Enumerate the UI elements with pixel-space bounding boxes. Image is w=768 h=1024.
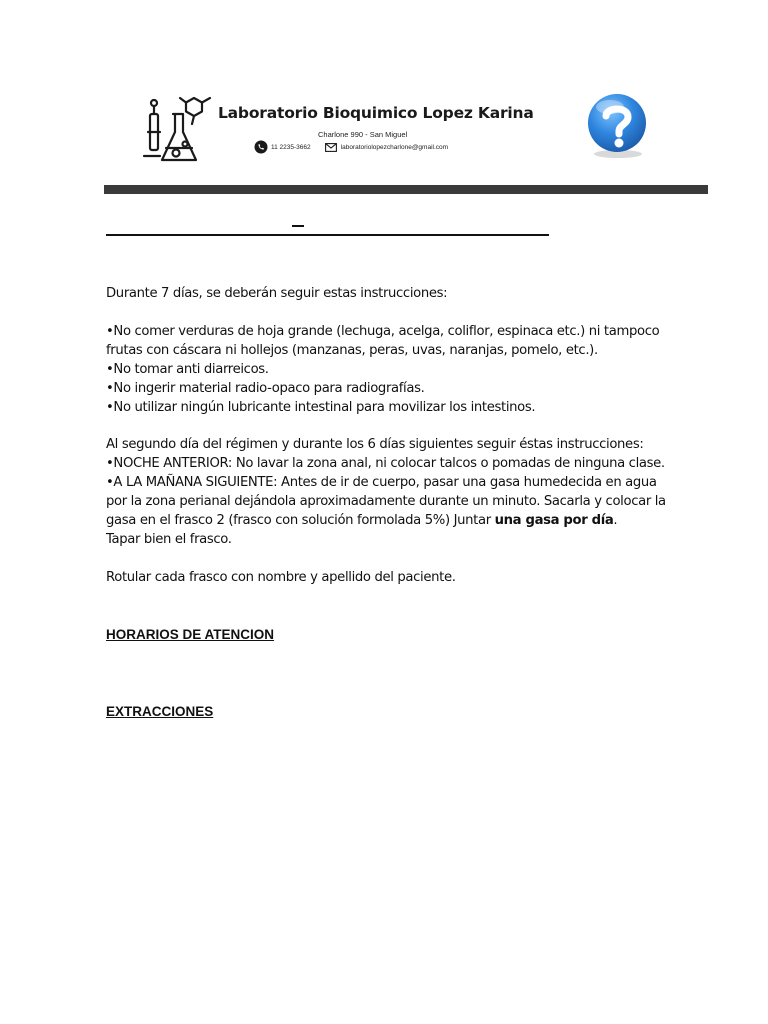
phone-number: 11 2235-3662 [271, 143, 311, 151]
second-day-text: Al segundo día del régimen y durante los 6 días siguientes seguir éstas instrucciones: [106, 437, 644, 452]
night-before-text: •NOCHE ANTERIOR: No lavar la zona anal, ni colocar talcos o pomadas de ninguna clase. [106, 456, 665, 471]
extractions-heading: EXTRACCIONES [106, 704, 214, 719]
next-morning-paragraph [106, 473, 676, 530]
rule-item: •No ingerir material radio-opaco para radiografías. [106, 380, 425, 396]
email-address: laboratoriolopezcharlone@gmail.com [340, 143, 449, 151]
envelope-icon [325, 143, 337, 152]
whatsapp-icon [254, 140, 268, 154]
lab-name: Laboratorio Bioquimico Lopez Karina [218, 104, 534, 122]
next-morning-text: •A LA MAÑANA SIGUIENTE: Antes de ir de cuerpo, pasar una gasa humedecida en agua por la zona perianal dejándola aproximadamente durante un minuto. Sacarla y colocar la gasa en el frasco 2 (frasco con solución formolada 5%) Juntar [106, 475, 666, 528]
rule-item: •No tomar anti diarreicos. [106, 361, 269, 377]
contact-row [254, 140, 448, 154]
rule-item: •No comer verduras de hoja grande (lechuga, acelga, coliflor, espinaca etc.) ni tampoco frutas con cáscara ni hollejos (manzanas, peras, uvas, naranjas, pomelo, etc.). [106, 323, 660, 358]
letterhead [140, 90, 534, 170]
header-divider [104, 185, 708, 194]
rule-item: •No utilizar ningún lubricante intestinal para movilizar los intestinos. [106, 399, 536, 415]
instructions-body [106, 284, 676, 587]
title-underline [106, 234, 549, 236]
title-dash [292, 225, 304, 227]
question-mark-icon [585, 92, 649, 160]
label-jars-text: Rotular cada frasco con nombre y apellido del paciente. [106, 569, 456, 585]
close-jar-text: Tapar bien el frasco. [106, 532, 232, 547]
intro-text: Durante 7 días, se deberán seguir estas instrucciones: [106, 286, 448, 301]
next-morning-end: . [613, 513, 618, 528]
hours-heading: HORARIOS DE ATENCION [106, 627, 275, 642]
next-morning-emphasis: una gasa por día [494, 513, 614, 528]
lab-address: Charlone 990 - San Miguel [318, 130, 408, 139]
lab-flask-molecule-icon [140, 92, 214, 166]
